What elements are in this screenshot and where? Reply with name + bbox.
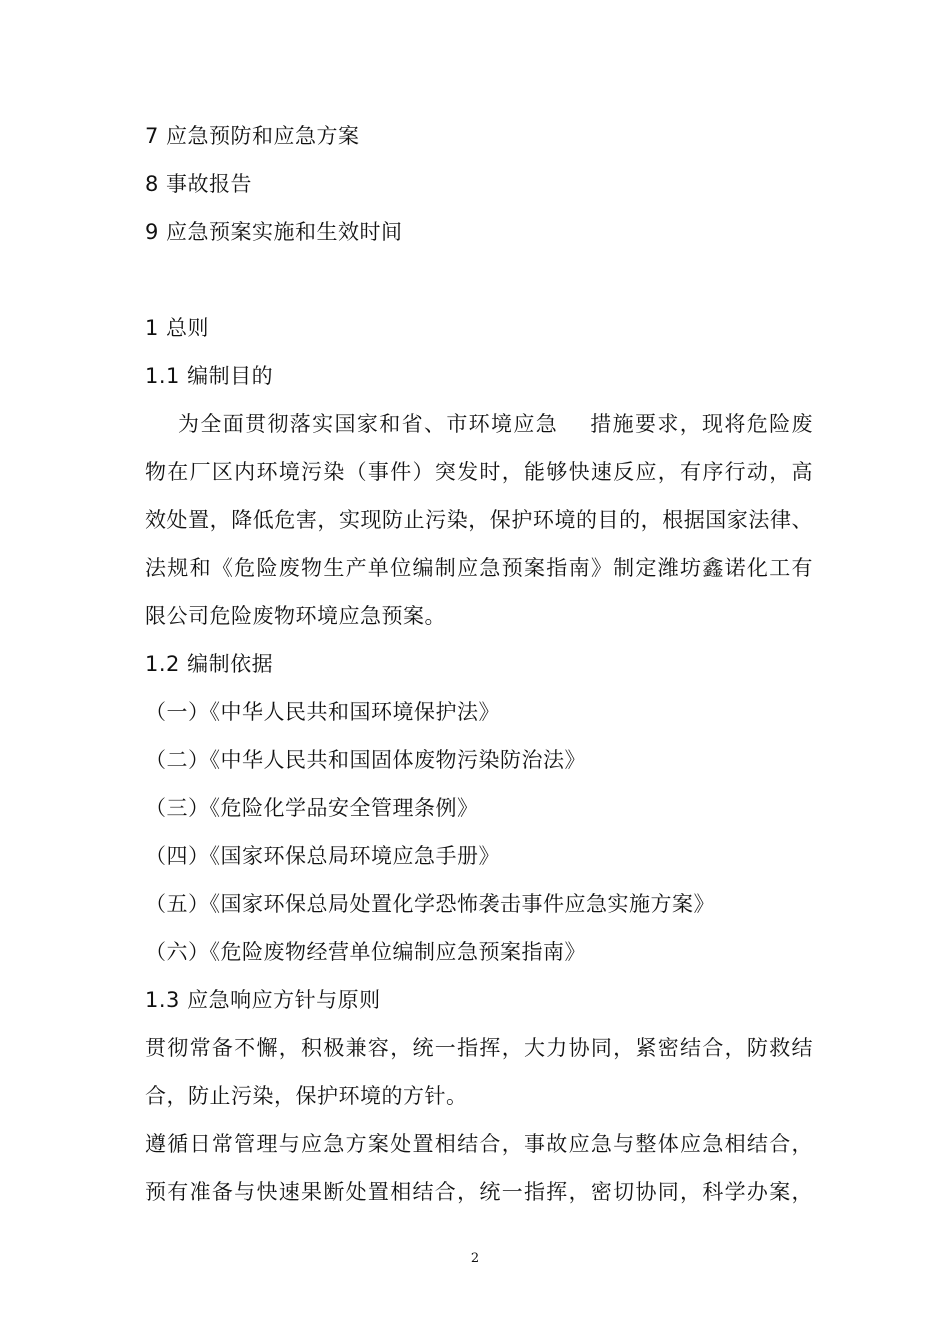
reference-item: （六）《危险废物经营单位编制应急预案指南》 xyxy=(145,940,586,964)
paragraph-line: 预有准备与快速果断处置相结合，统一指挥，密切协同，科学办案， xyxy=(145,1180,813,1204)
paragraph-line: 法规和《危险废物生产单位编制应急预案指南》制定潍坊鑫诺化工有 xyxy=(145,556,813,580)
toc-entry: 9 应急预案实施和生效时间 xyxy=(145,220,403,244)
paragraph-line: 限公司危险废物环境应急预案。 xyxy=(145,604,446,628)
paragraph-line: 效处置，降低危害，实现防止污染，保护环境的目的，根据国家法律、 xyxy=(145,508,813,532)
subsection-heading: 1.2 编制依据 xyxy=(145,652,274,676)
toc-entry: 7 应急预防和应急方案 xyxy=(145,124,360,148)
reference-item: （四）《国家环保总局环境应急手册》 xyxy=(145,844,500,868)
reference-item: （二）《中华人民共和国固体废物污染防治法》 xyxy=(145,748,586,772)
paragraph-line: 物在厂区内环境污染（事件）突发时，能够快速反应，有序行动，高 xyxy=(145,460,813,484)
paragraph-line: 合，防止污染，保护环境的方针。 xyxy=(145,1084,468,1108)
reference-item: （三）《危险化学品安全管理条例》 xyxy=(145,796,479,820)
reference-item: （五）《国家环保总局处置化学恐怖袭击事件应急实施方案》 xyxy=(145,892,715,916)
paragraph-line: 遵循日常管理与应急方案处置相结合，事故应急与整体应急相结合， xyxy=(145,1132,813,1156)
page-number: 2 xyxy=(470,1251,480,1266)
subsection-heading: 1.3 应急响应方针与原则 xyxy=(145,988,381,1012)
subsection-heading: 1.1 编制目的 xyxy=(145,364,274,388)
paragraph-line: 为全面贯彻落实国家和省、市环境应急 措施要求，现将危险废 xyxy=(178,412,813,436)
section-heading: 1 总则 xyxy=(145,316,210,340)
toc-entry: 8 事故报告 xyxy=(145,172,253,196)
reference-item: （一）《中华人民共和国环境保护法》 xyxy=(145,700,500,724)
paragraph-line: 贯彻常备不懈，积极兼容，统一指挥，大力协同，紧密结合，防救结 xyxy=(145,1036,813,1060)
